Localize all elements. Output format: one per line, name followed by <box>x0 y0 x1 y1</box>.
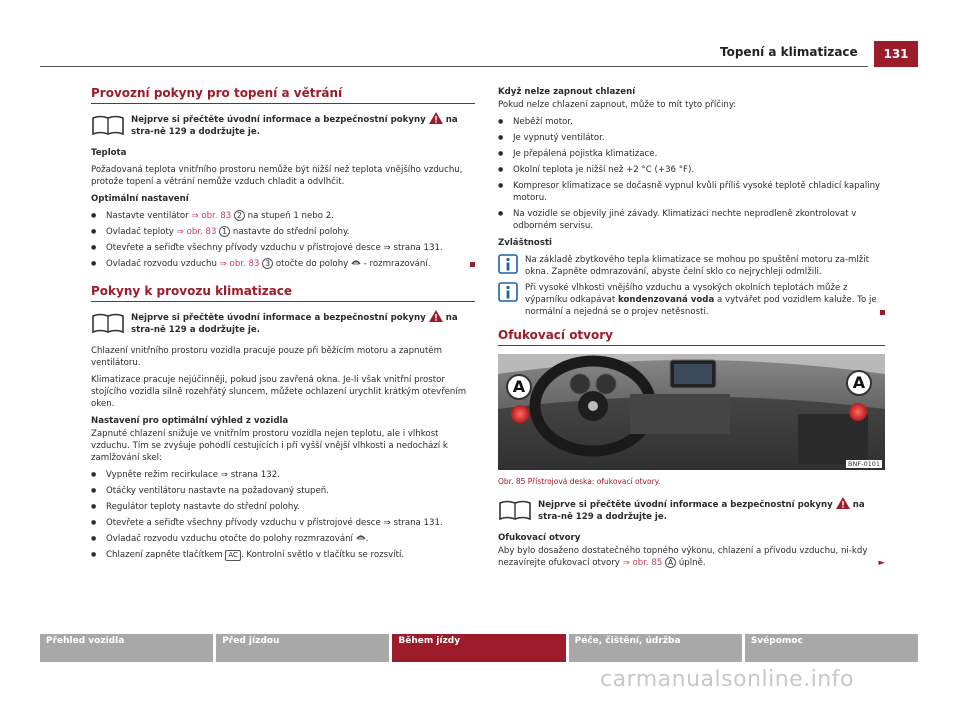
subheading-visibility: Nastavení pro optimální výhled z vozidla <box>91 416 289 426</box>
subheading-optimal: Optimální nastavení <box>91 194 189 204</box>
section-heading-vents: Ofukovací otvory <box>498 328 885 346</box>
callout-number: 3 <box>262 258 273 269</box>
defrost-icon <box>351 258 361 266</box>
list-item: ● Kompresor klimatizace se dočasně vypnul kvůli příliš vysoké teplotě chladicí kapaliny motoru. <box>498 180 885 204</box>
item-text: na stupeň 1 nebo 2. <box>244 211 334 221</box>
section-heading-ac: Pokyny k provozu klimatizace <box>91 284 475 302</box>
paragraph: Chlazení vnitřního prostoru vozidla pracuje pouze při běžícím motoru a zapnutém ventilátoru. <box>91 346 442 368</box>
list-item <box>91 226 475 238</box>
photo-code: BNF-0101 <box>848 460 880 468</box>
paragraph-vents <box>498 545 885 569</box>
open-book-icon <box>91 114 125 136</box>
callout-a-left: A <box>506 374 532 400</box>
running-header-title: Topení a klimatizace <box>720 45 858 59</box>
paragraph-temperature: Požadovaná teplota vnitřního prostoru nemůže být nižší než teplota vnějšího vzduchu, protože topení a větrání nemůže vzduch chladit a odvlhčit. <box>91 165 463 187</box>
warning-triangle-icon <box>429 310 443 322</box>
warning-triangle-icon <box>836 497 850 509</box>
list-item: ● Otevřete a seřiďte všechny přívody vzduchu v přístrojové desce ⇒ strana 131. <box>91 242 475 254</box>
callout-a-right: A <box>846 370 872 396</box>
defrost-icon <box>356 533 366 541</box>
section-heading-ventilation: Provozní pokyny pro topení a větrání <box>91 86 475 104</box>
info-text: a vytvářet pod vozidlem kaluže. To je normální a nejedná se o projev netěsnosti. <box>525 295 877 317</box>
callout-number: 2 <box>234 210 245 221</box>
optimal-settings-list <box>91 210 475 270</box>
list-item: ● Regulátor teploty nastavte do střední polohy. <box>91 501 475 513</box>
list-item <box>91 533 475 545</box>
item-text: nastavte do střední polohy. <box>230 227 350 237</box>
paragraph-text: Aby bylo dosaženo dostatečného topného výkonu, chlazení a přívodu vzduchu, ni-kdy nezavírejte ofukovací otvory <box>498 546 868 568</box>
figure-caption: Obr. 85 Přístrojová deska: ofukovací otvory. <box>498 477 661 486</box>
continue-arrow-icon: ► <box>878 558 885 568</box>
figure-link[interactable]: ⇒ obr. 83 <box>191 211 232 221</box>
warning-triangle-icon <box>429 112 443 124</box>
item-text: Chlazení zapněte tlačítkem <box>106 550 226 560</box>
item-text: . <box>365 534 369 544</box>
list-item: ● Otevřete a seřiďte všechny přívody vzduchu v přístrojové desce ⇒ strana 131. <box>91 517 475 529</box>
paragraph: Zapnuté chlazení snižuje ve vnitřním prostoru vozidla nejen teplotu, ale i vlhkost vzduchu. Tím se zvyšuje pohodlí cestujících i při vyšší vnější vlhkosti a nedochází k zamlžování skel: <box>91 429 448 463</box>
subheading-fail: Když nelze zapnout chlazení <box>498 87 636 97</box>
open-book-icon <box>498 499 532 521</box>
visibility-steps-list <box>91 469 475 561</box>
info-icon <box>498 254 518 274</box>
item-text: Ovladač teploty <box>106 227 177 237</box>
item-text: Ovladač rozvodu vzduchu otočte do polohy rozmrazování <box>106 534 356 544</box>
safety-note <box>498 497 885 523</box>
dashboard-photo <box>498 354 885 470</box>
info-note <box>498 282 885 318</box>
list-item <box>91 210 475 222</box>
paragraph: Klimatizace pracuje nejúčinněji, pokud jsou zavřená okna. Je-li však vnitřní prostor stojícího vozidla silně rozehřátý sluncem, můžete ochlazení urychlit krátkým otevřením oken. <box>91 375 467 409</box>
chapter-tabs <box>40 634 918 662</box>
note-text: Nejprve si přečtěte úvodní informace a bezpečnostní pokyny <box>131 313 426 323</box>
header-rule <box>40 66 868 67</box>
info-text: Na základě zbytkového tepla klimatizace se mohou po spuštění motoru za-mlžit okna. Zapněte odmrazování, abyste čelní sklo co nejrychleji odmlžili. <box>525 255 870 277</box>
item-text: otočte do polohy <box>273 259 351 269</box>
list-item: ● Otáčky ventilátoru nastavte na požadovaný stupeň. <box>91 485 475 497</box>
subheading-vents: Ofukovací otvory <box>498 533 581 543</box>
callout-letter: A <box>665 557 676 568</box>
list-item <box>91 258 475 270</box>
paragraph-text: úplně. <box>676 558 706 568</box>
fail-causes-list <box>498 116 885 232</box>
callout-number: 1 <box>219 226 230 237</box>
tab-care-cleaning[interactable]: Péče, čištění, údržba <box>569 634 742 662</box>
list-item <box>91 549 475 561</box>
subheading-temperature: Teplota <box>91 148 127 158</box>
item-text: Nastavte ventilátor <box>106 211 192 221</box>
list-item: ● Je vypnutý ventilátor. <box>498 132 885 144</box>
note-text: Nejprve si přečtěte úvodní informace a bezpečnostní pokyny <box>131 115 426 125</box>
ac-button-symbol: AC <box>225 550 241 561</box>
section-end-marker <box>880 310 885 315</box>
note-text-end: na stra-ně 129 a dodržujte je. <box>538 500 865 522</box>
info-icon <box>498 282 518 302</box>
figure-link[interactable]: ⇒ obr. 83 <box>176 227 217 237</box>
list-item: ● Okolní teplota je nižší než +2 °C (+36 °F). <box>498 164 885 176</box>
note-text-end: na stra-ně 129 a dodržujte je. <box>131 115 458 137</box>
watermark: carmanualsonline.info <box>600 667 854 692</box>
safety-note <box>91 310 475 336</box>
list-item: ● Na vozidle se objevily jiné závady. Klimatizaci nechte neprodleně zkontrolovat v odborném servisu. <box>498 208 885 232</box>
paragraph: Pokud nelze chlazení zapnout, může to mít tyto příčiny: <box>498 100 737 110</box>
page-number: 131 <box>874 41 918 67</box>
tab-self-help[interactable]: Svépomoc <box>745 634 918 662</box>
tab-while-driving[interactable]: Během jízdy <box>392 634 565 662</box>
section-end-marker <box>470 262 475 267</box>
right-column <box>498 86 885 574</box>
note-text: Nejprve si přečtěte úvodní informace a bezpečnostní pokyny <box>538 500 833 510</box>
list-item: ● Vypněte režim recirkulace ⇒ strana 132. <box>91 469 475 481</box>
dashboard-illustration <box>498 354 885 470</box>
open-book-icon <box>91 312 125 334</box>
tab-vehicle-overview[interactable]: Přehled vozidla <box>40 634 213 662</box>
left-column <box>91 86 475 566</box>
safety-note <box>91 112 475 138</box>
item-text: - rozmrazování. <box>360 259 431 269</box>
tab-before-driving[interactable]: Před jízdou <box>216 634 389 662</box>
subheading-special: Zvláštnosti <box>498 238 552 248</box>
note-text-end: na stra-ně 129 a dodržujte je. <box>131 313 458 335</box>
item-text: Ovladač rozvodu vzduchu <box>106 259 220 269</box>
figure-link[interactable]: ⇒ obr. 85 <box>622 558 663 568</box>
info-note <box>498 254 885 278</box>
figure-link[interactable]: ⇒ obr. 83 <box>219 259 260 269</box>
list-item: ● Neběží motor. <box>498 116 885 128</box>
info-text-bold: kondenzovaná voda <box>617 295 715 305</box>
list-item: ● Je přepálená pojistka klimatizace. <box>498 148 885 160</box>
info-text: Při vysoké vlhkosti vnějšího vzduchu a vysokých okolních teplotách může z výparníku odkapávat <box>525 283 848 305</box>
item-text: . Kontrolní světlo v tlačítku se rozsvítí. <box>240 550 405 560</box>
